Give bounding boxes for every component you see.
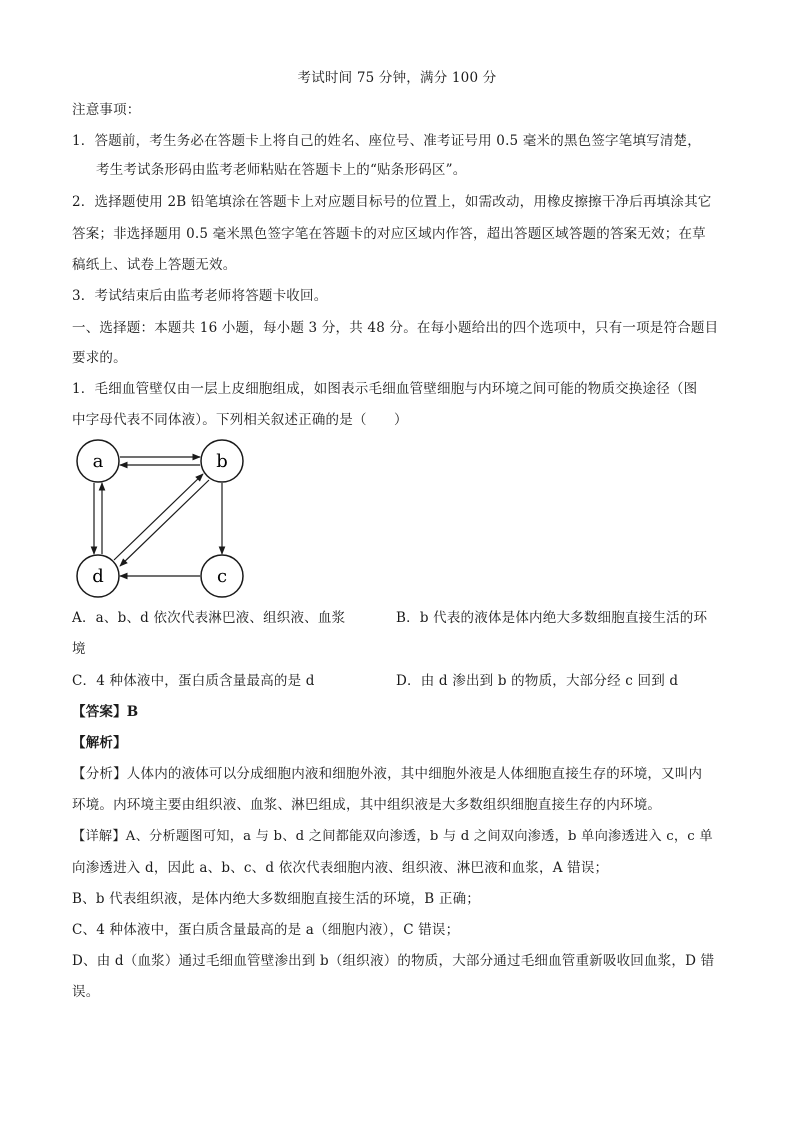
option-c: C．4 种体液中，蛋白质含量最高的是 d bbox=[72, 673, 315, 689]
detail-line-2: 向渗透进入 d，因此 a、b、c、d 依次代表细胞内液、组织液、淋巴液和血浆，A 错误； bbox=[72, 860, 609, 876]
detail-line-3: B、b 代表组织液，是体内绝大多数细胞直接生活的环境，B 正确； bbox=[72, 891, 480, 907]
question-stem: 1．毛细血管壁仅由一层上皮细胞组成，如图表示毛细血管壁细胞与内环境之间可能的物质交换途径（图 bbox=[72, 381, 698, 397]
node-b-label: b bbox=[216, 451, 228, 472]
analysis-fenxi-cont: 环境。内环境主要由组织液、血浆、淋巴组成，其中组织液是大多数组织细胞直接生存的内环境。 bbox=[72, 797, 662, 813]
node-b bbox=[201, 440, 243, 482]
notice-item-1-cont: 考生考试条形码由监考老师粘贴在答题卡上的“贴条形码区”。 bbox=[96, 162, 467, 178]
option-b-cont: 境 bbox=[72, 641, 86, 657]
detail-line-1: 【详解】A、分析题图可知，a 与 b、d 之间都能双向渗透，b 与 d 之间双向渗透，b 单向渗透进入 c，c 单 bbox=[72, 829, 713, 844]
option-d: D．由 d 渗出到 b 的物质，大部分经 c 回到 d bbox=[396, 673, 679, 689]
question-stem-cont: 中字母代表不同体液）。下列相关叙述正确的是（ ） bbox=[72, 412, 408, 428]
detail-line-4: C、4 种体液中，蛋白质含量最高的是 a（细胞内液），C 错误； bbox=[72, 922, 460, 938]
detail-line-5: D、由 d（血浆）通过毛细血管壁渗出到 b（组织液）的物质，大部分通过毛细血管重新吸收回血浆，D 错 bbox=[72, 953, 715, 969]
analysis-fenxi: 【分析】人体内的液体可以分成细胞内液和细胞外液，其中细胞外液是人体细胞直接生存的环境，又叫内 bbox=[72, 766, 703, 782]
analysis-label: 【解析】 bbox=[72, 735, 127, 751]
body-fluid-diagram bbox=[72, 436, 252, 601]
answer-label: 【答案】B bbox=[72, 704, 139, 720]
detail-line-6: 误。 bbox=[72, 984, 100, 1000]
node-a bbox=[77, 440, 119, 482]
notice-item-1: 1．答题前，考生务必在答题卡上将自己的姓名、座位号、准考证号用 0.5 毫米的黑色签字笔填写清楚， bbox=[72, 133, 701, 149]
section-heading-cont: 要求的。 bbox=[72, 350, 127, 366]
arrow-d-to-b bbox=[114, 474, 203, 560]
option-a: A．a、b、d 依次代表淋巴液、组织液、血浆 bbox=[72, 610, 346, 626]
node-c-label: c bbox=[216, 566, 228, 587]
node-a-label: a bbox=[92, 451, 104, 472]
arrow-b-to-d bbox=[120, 480, 209, 566]
notice-item-2: 2．选择题使用 2B 铅笔填涂在答题卡上对应题目标号的位置上，如需改动，用橡皮擦擦干净后再填涂其它 bbox=[72, 194, 712, 210]
node-d-label: d bbox=[92, 566, 104, 587]
exam-info: 考试时间 75 分钟，满分 100 分 bbox=[297, 70, 497, 86]
node-c bbox=[201, 555, 243, 597]
notice-item-3: 3．考试结束后由监考老师将答题卡收回。 bbox=[72, 288, 328, 304]
section-heading: 一、选择题：本题共 16 小题，每小题 3 分，共 48 分。在每小题给出的四个选项中，只有一项是符合题目 bbox=[72, 320, 719, 336]
notice-item-2-cont: 答案；非选择题用 0.5 毫米黑色签字笔在答题卡的对应区域内作答，超出答题区域答题的答案无效；在草 bbox=[72, 226, 706, 242]
option-b: B．b 代表的液体是体内绝大多数细胞直接生活的环 bbox=[396, 610, 708, 626]
notice-title: 注意事项： bbox=[72, 102, 141, 118]
node-d bbox=[77, 555, 119, 597]
notice-item-2-cont2: 稿纸上、试卷上答题无效。 bbox=[72, 257, 237, 273]
